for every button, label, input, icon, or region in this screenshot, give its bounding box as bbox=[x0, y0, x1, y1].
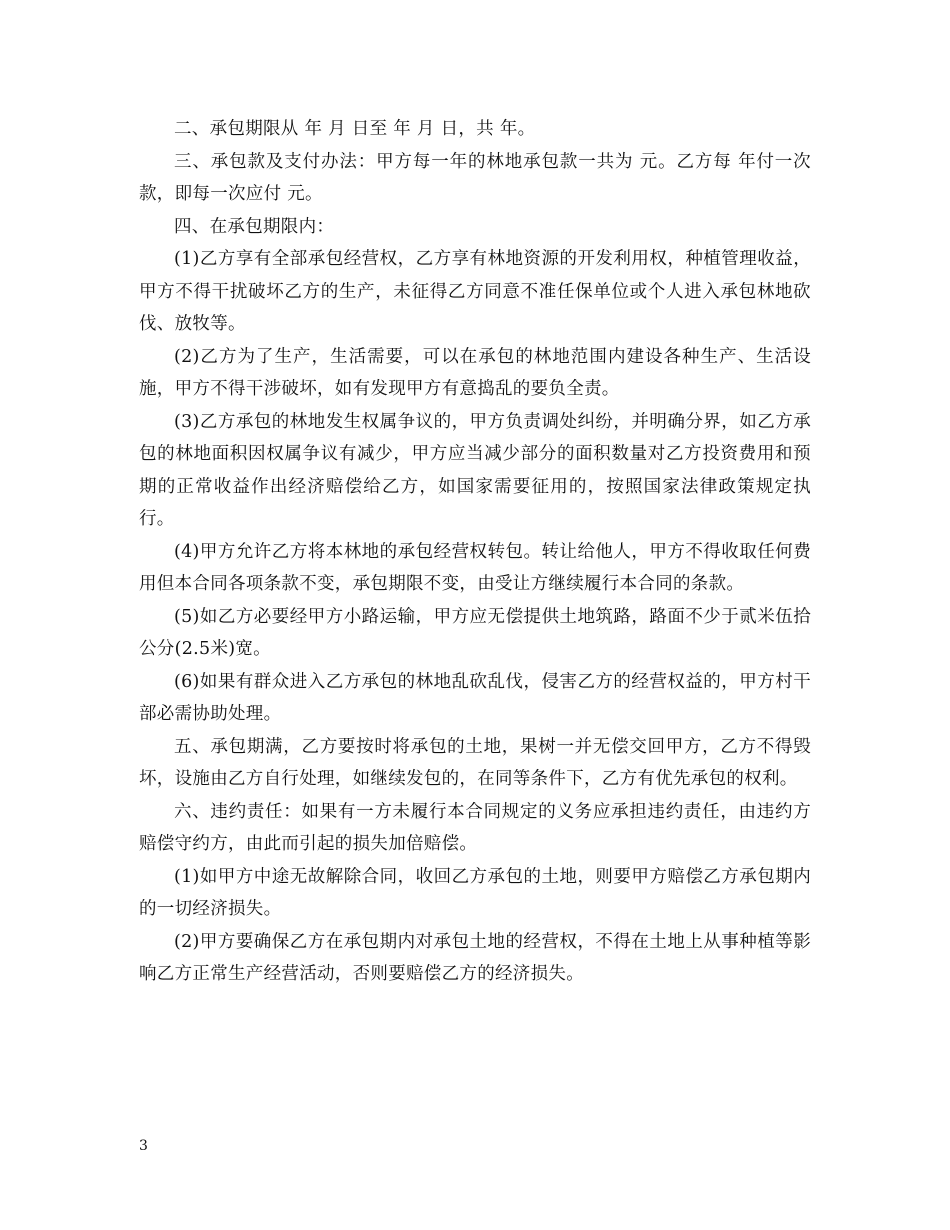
paragraph-clause-2: (2)乙方为了生产，生活需要，可以在承包的林地范围内建设各种生产、生活设施，甲方不得干涉破坏，如有发现甲方有意捣乱的要负全责。 bbox=[139, 346, 811, 399]
paragraph-clause-5: (5)如乙方必要经甲方小路运输，甲方应无偿提供土地筑路，路面不少于贰米伍拾公分(2.5米)宽。 bbox=[139, 606, 811, 659]
paragraph-term-period: 二、承包期限从 年 月 日至 年 月 日，共 年。 bbox=[174, 119, 536, 139]
page-number: 3 bbox=[139, 1138, 148, 1154]
paragraph-payment-method: 三、承包款及支付办法：甲方每一年的林地承包款一共为 元。乙方每 年付一次款，即每一次应付 元。 bbox=[139, 151, 811, 204]
paragraph-clause-4: (4)甲方允许乙方将本林地的承包经营权转包。转让给他人，甲方不得收取任何费用但本合同各项条款不变，承包期限不变，由受让方继续履行本合同的条款。 bbox=[139, 541, 811, 594]
paragraph-liability: 六、违约责任：如果有一方未履行本合同规定的义务应承担违约责任，由违约方赔偿守约方，由此而引起的损失加倍赔偿。 bbox=[139, 801, 811, 854]
paragraph-within-term: 四、在承包期限内： bbox=[174, 216, 335, 237]
paragraph-term-expiry: 五、承包期满，乙方要按时将承包的土地，果树一并无偿交回甲方，乙方不得毁坏，设施由乙方自行处理，如继续发包的，在同等条件下，乙方有优先承包的权利。 bbox=[139, 736, 811, 789]
paragraph-liability-2: (2)甲方要确保乙方在承包期内对承包土地的经营权，不得在土地上从事种植等影响乙方正常生产经营活动，否则要赔偿乙方的经济损失。 bbox=[139, 931, 811, 984]
paragraph-liability-1: (1)如甲方中途无故解除合同，收回乙方承包的土地，则要甲方赔偿乙方承包期内的一切经济损失。 bbox=[139, 866, 811, 919]
paragraph-clause-1: (1)乙方享有全部承包经营权，乙方享有林地资源的开发利用权，种植管理收益，甲方不得干扰破坏乙方的生产，未征得乙方同意不准任保单位或个人进入承包林地砍伐、放牧等。 bbox=[139, 249, 811, 334]
paragraph-clause-3: (3)乙方承包的林地发生权属争议的，甲方负责调处纠纷，并明确分界，如乙方承包的林地面积因权属争议有减少，甲方应当减少部分的面积数量对乙方投资费用和预期的正常收益作出经济赔偿给乙方，如国家需要征用的，按照国家法律政策规定执行。 bbox=[139, 411, 811, 529]
document-body bbox=[139, 113, 811, 991]
paragraph-clause-6: (6)如果有群众进入乙方承包的林地乱砍乱伐，侵害乙方的经营权益的，甲方村干部必需协助处理。 bbox=[139, 671, 811, 724]
